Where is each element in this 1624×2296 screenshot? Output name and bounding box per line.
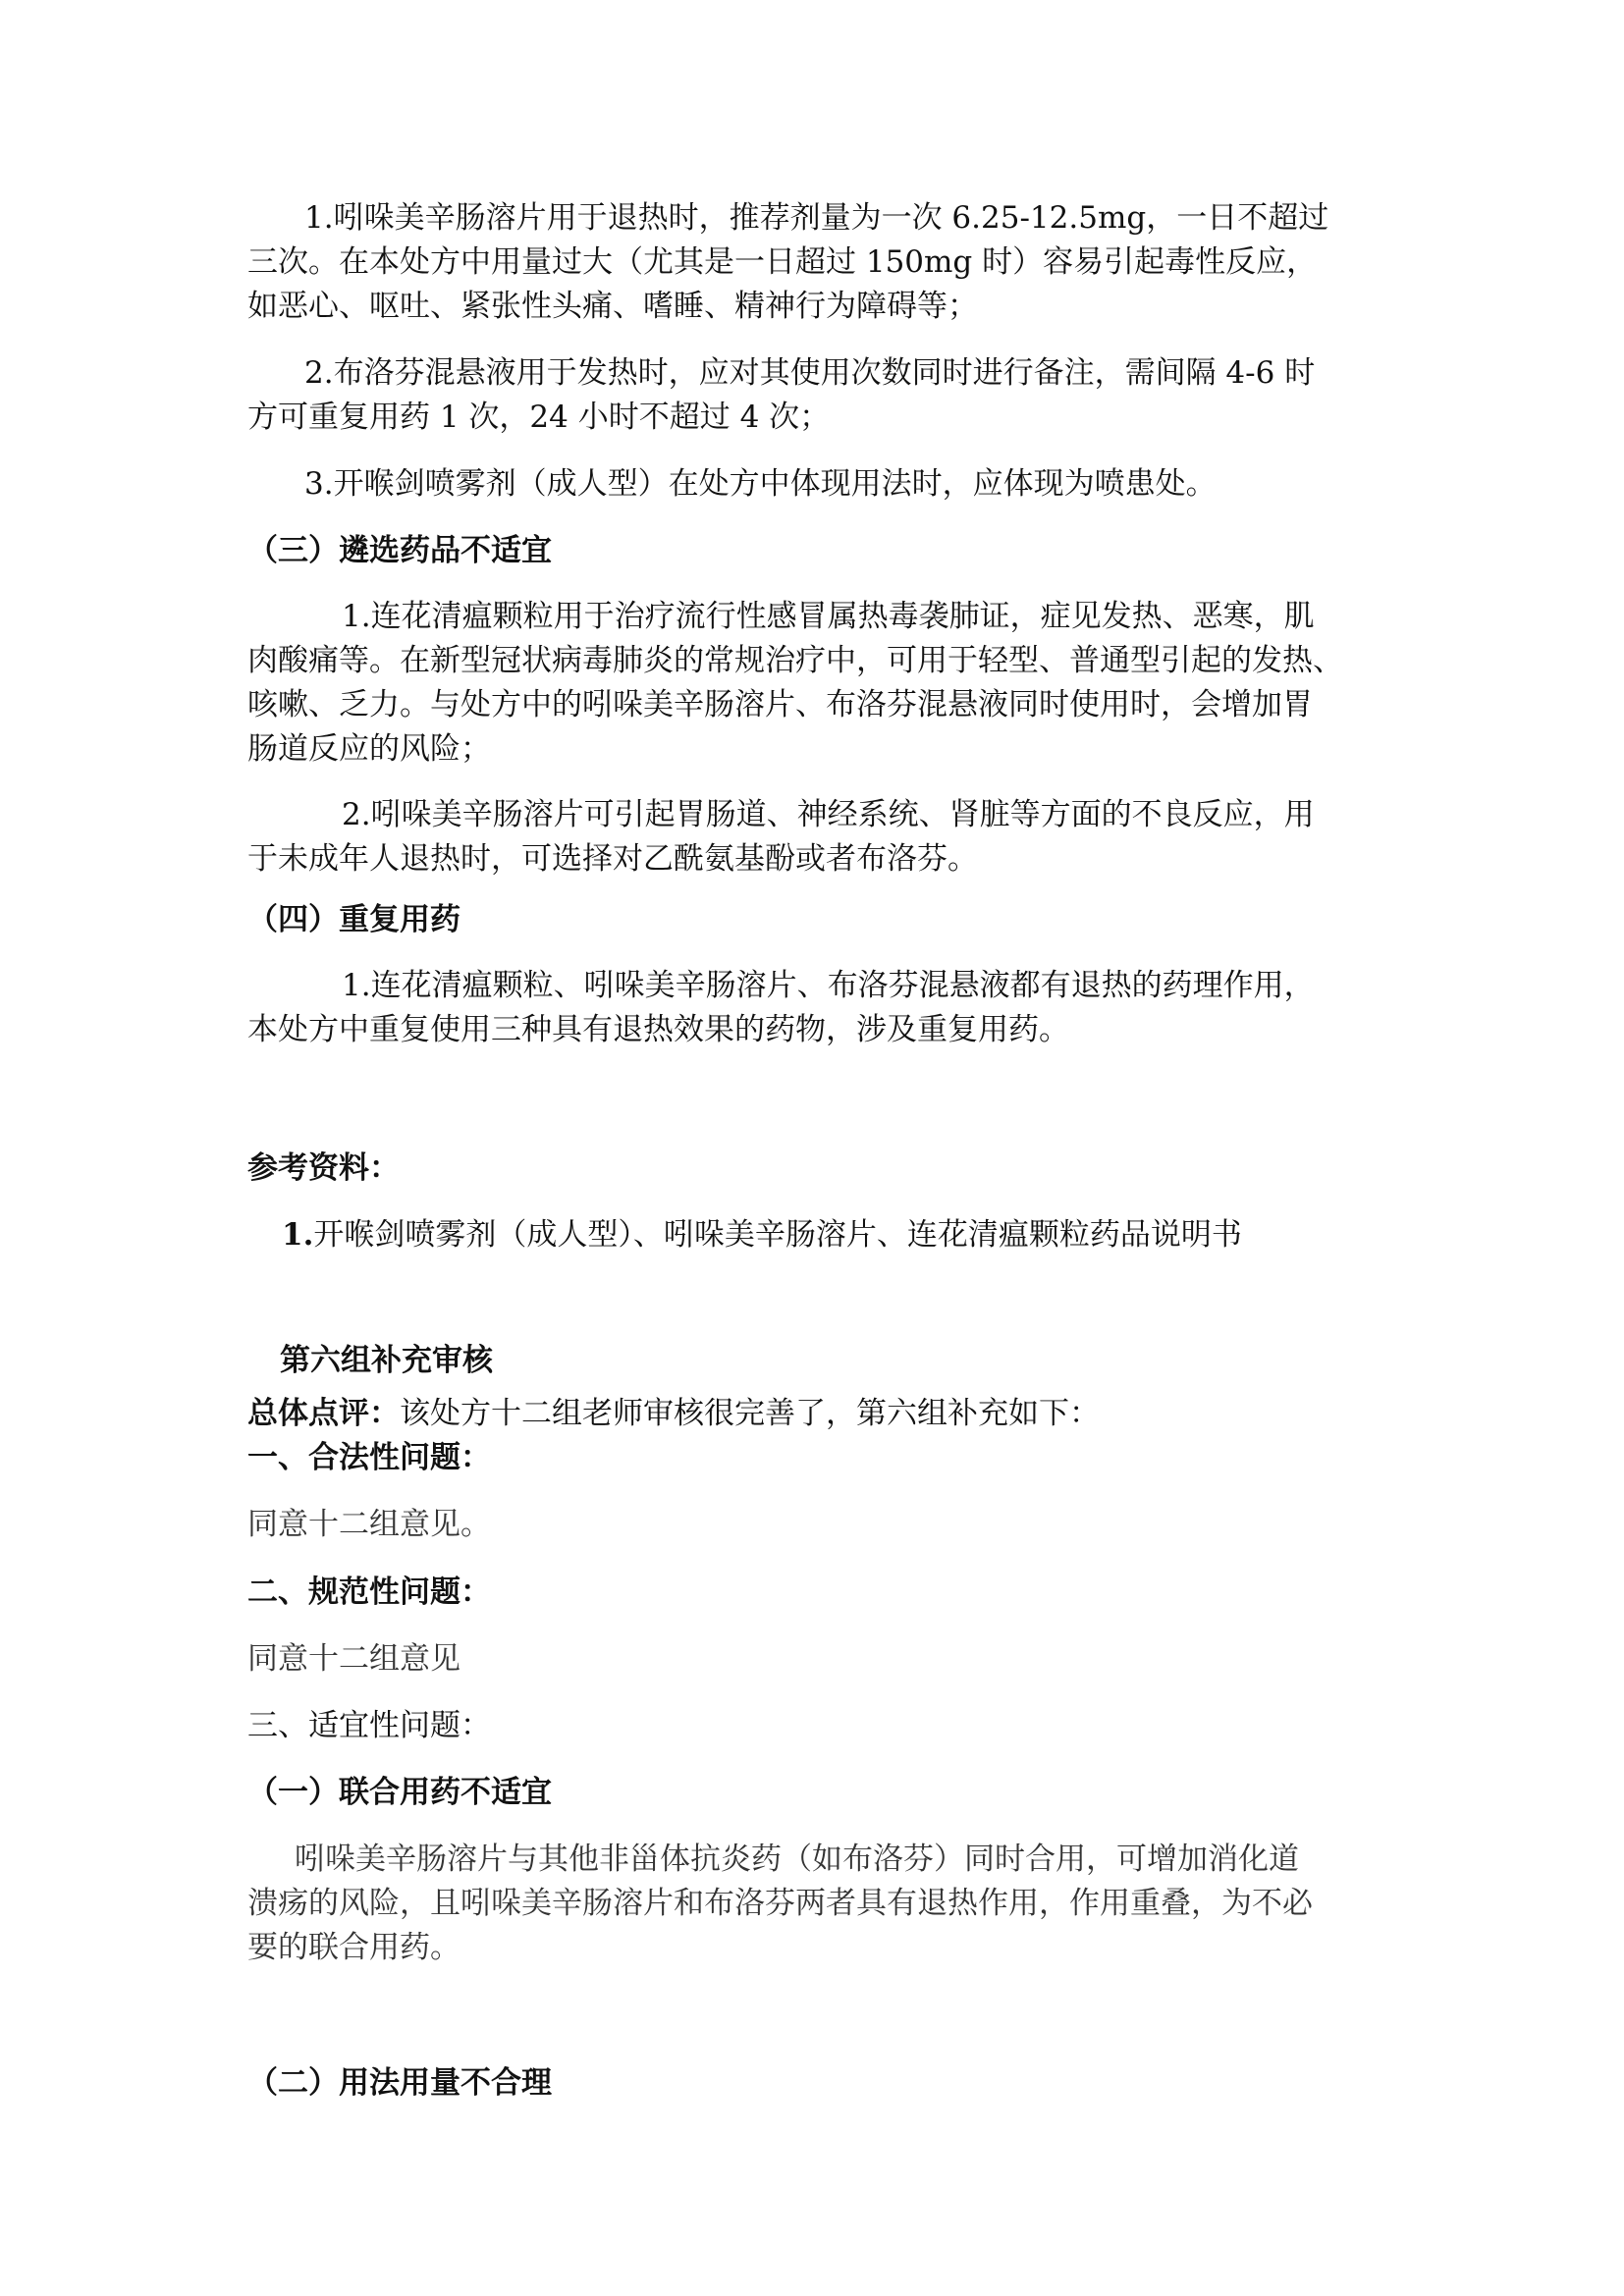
duplicate-heading: （四）重复用药 xyxy=(247,902,460,937)
dose-item1-line1: 1.吲哚美辛肠溶片用于退热时，推荐剂量为一次 6.25-12.5mg，一日不超过 xyxy=(304,200,1329,236)
combo-text-line1: 吲哚美辛肠溶片与其他非甾体抗炎药（如布洛芬）同时合用，可增加消化道 xyxy=(295,1842,1299,1877)
selection-item2-line2: 于未成年人退热时，可选择对乙酰氨基酚或者布洛芬。 xyxy=(247,841,978,877)
dose-item1-line2: 三次。在本处方中用量过大（尤其是一日超过 150mg 时）容易引起毒性反应， xyxy=(247,244,1318,280)
group6-summary xyxy=(247,1394,1100,1433)
combo-text-line2: 溃疡的风险，且吲哚美辛肠溶片和布洛芬两者具有退热作用，作用重叠，为不必 xyxy=(247,1886,1313,1921)
selection-item1-line2: 肉酸痛等。在新型冠状病毒肺炎的常规治疗中，可用于轻型、普通型引起的发热、 xyxy=(247,643,1343,678)
combo-heading: （一）联合用药不适宜 xyxy=(247,1775,552,1810)
legal-heading: 一、合法性问题： xyxy=(247,1440,491,1475)
duplicate-item1-line2: 本处方中重复使用三种具有退热效果的药物，涉及重复用药。 xyxy=(247,1012,1069,1047)
norm-heading: 二、规范性问题： xyxy=(247,1575,491,1610)
legal-text: 同意十二组意见。 xyxy=(247,1507,491,1542)
dose-item3-line1: 3.开喉剑喷雾剂（成人型）在处方中体现用法时，应体现为喷患处。 xyxy=(304,466,1217,502)
selection-item1-line4: 肠道反应的风险； xyxy=(247,731,491,767)
suit-heading: 三、适宜性问题： xyxy=(247,1708,491,1743)
references-heading: 参考资料： xyxy=(247,1150,400,1186)
selection-item2-line1: 2.吲哚美辛肠溶片可引起胃肠道、神经系统、肾脏等方面的不良反应，用 xyxy=(342,797,1315,832)
references-item1-number: 1. xyxy=(282,1217,314,1253)
duplicate-item1-line1: 1.连花清瘟颗粒、吲哚美辛肠溶片、布洛芬混悬液都有退热的药理作用， xyxy=(342,968,1315,1003)
selection-heading: （三）遴选药品不适宜 xyxy=(247,533,552,568)
dose-item2-line1: 2.布洛芬混悬液用于发热时，应对其使用次数同时进行备注，需间隔 4-6 时 xyxy=(304,355,1316,391)
summary-text: 该处方十二组老师审核很完善了，第六组补充如下： xyxy=(400,1396,1100,1431)
combo-text-line3: 要的联合用药。 xyxy=(247,1930,460,1965)
selection-item1-line3: 咳嗽、乏力。与处方中的吲哚美辛肠溶片、布洛芬混悬液同时使用时，会增加胃 xyxy=(247,687,1313,722)
references-item1-text: 开喉剑喷雾剂（成人型）、吲哚美辛肠溶片、连花清瘟颗粒药品说明书 xyxy=(313,1217,1242,1253)
references-item1 xyxy=(282,1215,1242,1255)
dose-item2-line2: 方可重复用药 1 次，24 小时不超过 4 次； xyxy=(247,400,831,435)
dose-item1-line3: 如恶心、呕吐、紧张性头痛、嗜睡、精神行为障碍等； xyxy=(247,289,978,324)
selection-item1-line1: 1.连花清瘟颗粒用于治疗流行性感冒属热毒袭肺证，症见发热、恶寒，肌 xyxy=(342,599,1315,634)
dose-heading: （二）用法用量不合理 xyxy=(247,2065,552,2101)
summary-label: 总体点评： xyxy=(247,1396,400,1431)
norm-text: 同意十二组意见 xyxy=(247,1641,460,1677)
group6-title: 第六组补充审核 xyxy=(280,1343,493,1378)
